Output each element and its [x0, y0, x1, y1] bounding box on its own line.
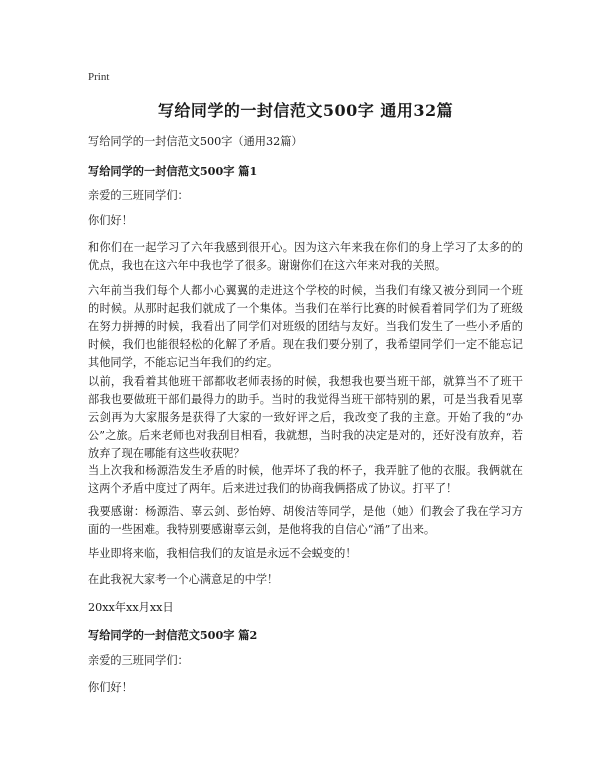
paragraph: 毕业即将来临，我相信我们的友谊是永远不会蜕变的！ [88, 547, 357, 560]
page-title: 写给同学的一封信范文500字 通用32篇 [157, 101, 454, 120]
letter-date: 20xx年xx月xx日 [88, 601, 174, 614]
paragraph: 我要感谢：杨源浩、辜云剑、彭怡婷、胡俊洁等同学，是他（她）们教会了我在学习方面的一些困难。我特别要感谢辜云剑，是他将我的自信心“涌”了出来。 [88, 505, 523, 536]
paragraph: 六年前当我们每个人都小心翼翼的走进这个学校的时候，当我们有缘又被分到同一个班的时候。从那时起我们就成了一个集体。当我们在举行比赛的时候看着同学们为了班级在努力拼搏的时候，我看出了同学们对班级的团结与友好。当我们发生了一些小矛盾的时候，我们也能很轻松的化解了矛盾。现在我们要分别了，我希望同学们一定不能忘记其他同学，不能忘记当年我们的约定。 [88, 284, 523, 369]
salutation-2: 亲爱的三班同学们： [88, 654, 189, 667]
paragraph: 当上次我和杨源浩发生矛盾的时候，他弄坏了我的杯子，我弄脏了他的衣服。我俩就在这两个矛盾中度过了两年。后来进过我们的协商我俩搭成了协议。打平了！ [88, 464, 523, 495]
paragraph: 在此我祝大家考一个心满意足的中学！ [88, 573, 279, 586]
document-subtitle: 写给同学的一封信范文500字（通用32篇） [88, 135, 303, 148]
paragraph: 和你们在一起学习了六年我感到很开心。因为这六年来我在你们的身上学习了太多的的优点，我也在这六年中我也学了很多。谢谢你们在这六年来对我的关照。 [88, 241, 523, 272]
print-label[interactable]: Print [88, 71, 110, 83]
greeting-1: 你们好！ [88, 214, 133, 227]
section-heading-1: 写给同学的一封信范文500字 篇1 [88, 164, 258, 178]
section-heading-2: 写给同学的一封信范文500字 篇2 [88, 628, 258, 642]
greeting-2: 你们好！ [88, 681, 133, 694]
paragraph: 以前，我看着其他班干部都收老师表扬的时候，我想我也要当班干部，就算当不了班干部我也要做班干部们最得力的助手。当时的我觉得当班干部特别的累，可是当我看见辜云剑再为大家服务是获得了大家的一致好评之后，我改变了我的主意。开始了我的“办公”之旅。后来老师也对我刮目相看，我就想，当时我的决定是对的，还好没有放弃，若放弃了现在哪能有这些收获呢？ [88, 375, 523, 460]
salutation-1: 亲爱的三班同学们： [88, 189, 189, 202]
